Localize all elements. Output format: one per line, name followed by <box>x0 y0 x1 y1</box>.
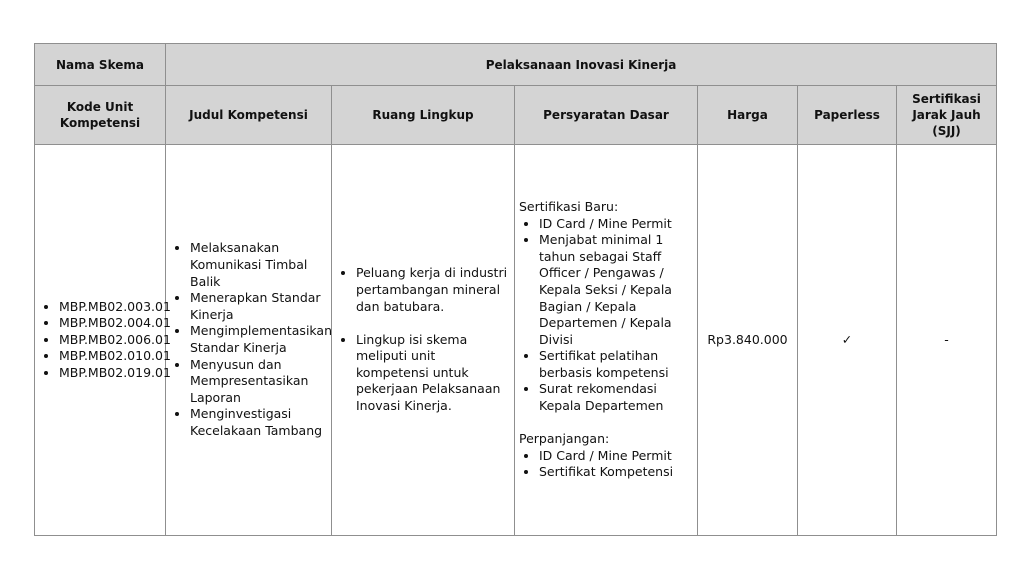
kode-unit-cell <box>35 145 171 536</box>
header-harga: Harga <box>698 86 798 145</box>
skema-table <box>34 43 997 536</box>
list-item: • Menjabat minimal 1 tahun sebagai Staff Officer / Pengawas / Kepala Seksi / Kepala Bagian / Kepala Departemen / Kepala Divisi <box>539 232 693 348</box>
ruang-lingkup-cell <box>332 145 515 536</box>
sertifikasi-baru-list <box>519 216 693 415</box>
list-item: • Menyusun dan Mempresentasikan Laporan <box>190 357 327 407</box>
list-item: • Sertifikat pelatihan berbasis kompetensi <box>539 348 693 381</box>
list-item: • Menerapkan Standar Kinerja <box>190 290 327 323</box>
list-item: • Surat rekomendasi Kepala Departemen <box>539 381 693 414</box>
perpanjangan-list <box>519 448 693 481</box>
harga-value: Rp3.840.000 <box>698 145 798 536</box>
list-item: • MBP.MB02.006.01 <box>59 332 161 349</box>
list-item: • Sertifikat Kompetensi <box>539 464 693 481</box>
nama-skema-label: Nama Skema <box>35 44 166 86</box>
header-kode-unit: Kode Unit Kompetensi <box>35 86 166 145</box>
header-persyaratan-dasar: Persyaratan Dasar <box>515 86 698 145</box>
perpanjangan-label: Perpanjangan: <box>519 431 610 447</box>
kode-unit-list <box>39 298 171 382</box>
list-item: • Melaksanakan Komunikasi Timbal Balik <box>190 240 327 290</box>
list-item: • ID Card / Mine Permit <box>539 448 693 465</box>
list-item: • MBP.MB02.004.01 <box>59 315 161 332</box>
sertifikasi-baru-label: Sertifikasi Baru: <box>519 198 619 214</box>
list-item: • MBP.MB02.010.01 <box>59 348 161 365</box>
ruang-lingkup-list <box>336 332 510 415</box>
list-item: • MBP.MB02.019.01 <box>59 365 161 382</box>
header-sjj: Sertifikasi Jarak Jauh (SJJ) <box>897 86 997 145</box>
header-paperless: Paperless <box>798 86 897 145</box>
judul-kompetensi-list <box>170 240 333 439</box>
list-item: • Menginvestigasi Kecelakaan Tambang <box>190 406 327 439</box>
list-item: • MBP.MB02.003.01 <box>59 299 161 316</box>
ruang-lingkup-list <box>336 265 510 315</box>
nama-skema-value: Pelaksanaan Inovasi Kinerja <box>166 44 997 86</box>
header-judul-kompetensi: Judul Kompetensi <box>166 86 332 145</box>
list-item: • Peluang kerja di industri pertambangan mineral dan batubara. <box>356 265 510 315</box>
column-header-row <box>35 86 997 145</box>
paperless-check-icon: ✓ <box>798 145 897 536</box>
table-row <box>35 145 997 536</box>
list-item: • ID Card / Mine Permit <box>539 216 693 233</box>
judul-kompetensi-cell <box>166 145 332 536</box>
persyaratan-dasar-cell <box>515 145 698 536</box>
sjj-value: - <box>897 145 997 536</box>
list-item: • Mengimplementasikan Standar Kinerja <box>190 323 327 356</box>
list-item: • Lingkup isi skema meliputi unit kompetensi untuk pekerjaan Pelaksanaan Inovasi Kinerja. <box>356 332 510 415</box>
header-ruang-lingkup: Ruang Lingkup <box>332 86 515 145</box>
scheme-title-row <box>35 44 997 86</box>
